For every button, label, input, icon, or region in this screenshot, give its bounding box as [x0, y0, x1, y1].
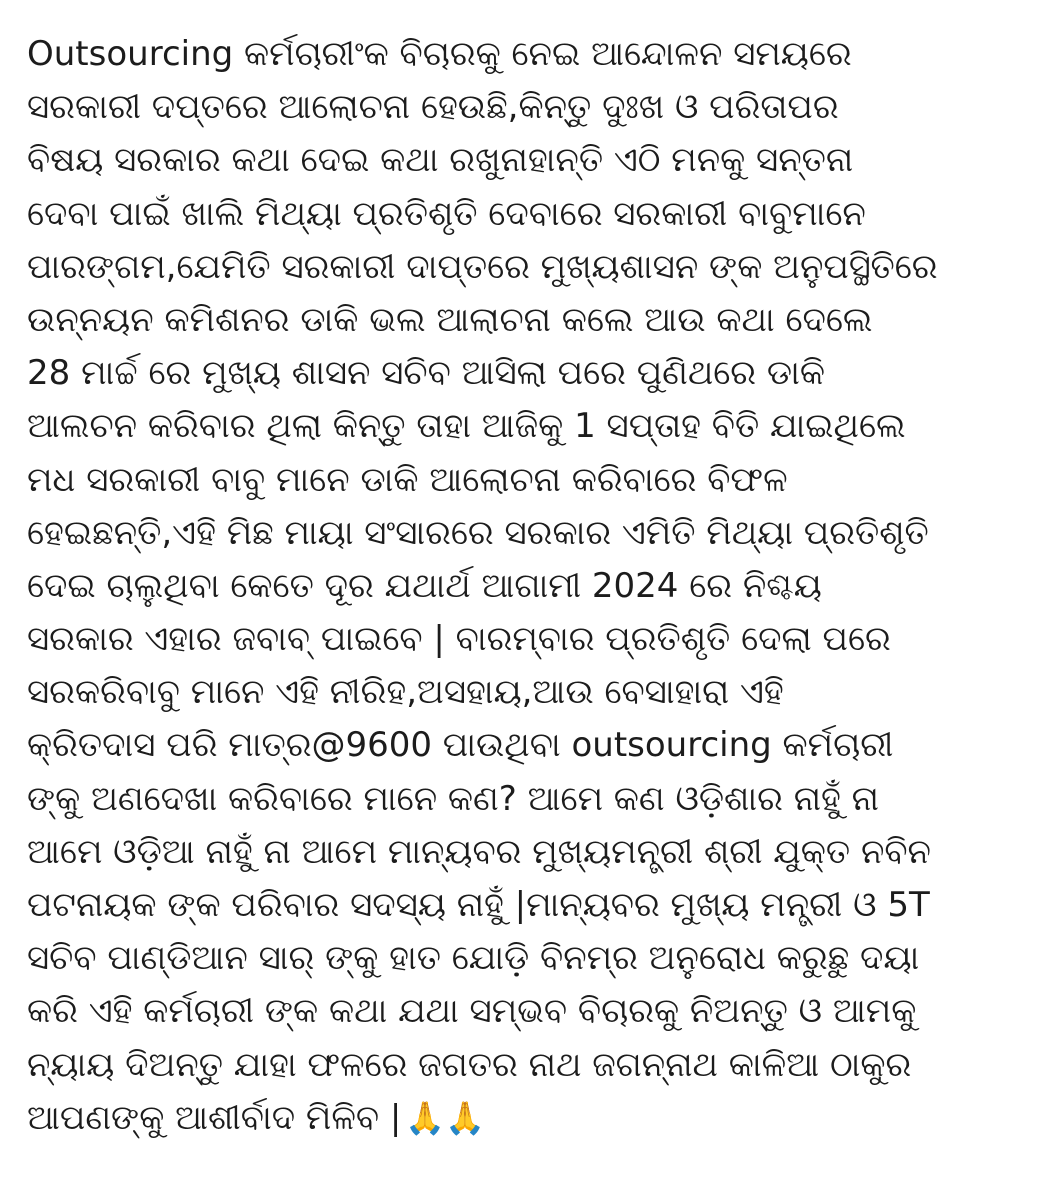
post-line: ଦେଇ ଚାଲୁଥିବା କେତେ ଦୂର ଯଥାର୍ଥ ଆଗାମୀ 2024 ରେ ନିଶ୍ଚୟ [27, 565, 822, 606]
folded-hands-emoji-icon: 🙏🙏 [405, 1098, 486, 1137]
post-line: ସରକରିବାବୁ ମାନେ ଏହି ନୀରିହ,ଅସହାୟ,ଆଉ ବେସାହାରା ଏହି [27, 672, 784, 713]
post-line: ପାରଙ୍ଗମ,ଯେମିତି ସରକାରୀ ଦାପ୍ତରେ ମୁଖ୍ୟଶାସନ ଙ୍କ ଅନୁପସ୍ଥିତିରେ [27, 246, 938, 287]
post-text [27, 28, 1017, 1145]
post-line: ବିଷୟ ସରକାର କଥା ଦେଇ କଥା ରଖୁନାହାନ୍ତି ଏଠି ମନକୁ ସନ୍ତନା [27, 140, 854, 181]
post-line: ସରକାରୀ ଦପ୍ତରେ ଆଲୋଚନା ହେଉଛି,କିନ୍ତୁ ଦୁଃଖ ଓ ପରିତାପର [27, 87, 839, 128]
post-line: ନ୍ୟାୟ ଦିଅନ୍ତୁ ଯାହା ଫଳରେ ଜଗତର ନାଥ ଜଗନ୍ନାଥ କାଳିଆ ଠାକୁର [27, 1044, 912, 1085]
post-line: ଆମେ ଓଡ଼ିଆ ନାହୁଁ ନା ଆମେ ମାନ୍ୟବର ମୁଖ୍ୟମନ୍ତ୍ରୀ ଶ୍ରୀ ଯୁକ୍ତ ନବିନ [27, 831, 931, 872]
post-line: ଉନ୍ନୟନ କମିଶନର ଡାକି ଭଲ ଆଲାଚନା କଲେ ଆଉ କଥା ଦେଲେ [27, 299, 873, 340]
post-line-text: ଆପଣଙ୍କୁ ଆଶୀର୍ବାଦ ମିଳିବ | [27, 1097, 402, 1138]
post-line: Outsourcing କର୍ମଚାରୀଂକ ବିଚାରକୁ ନେଇ ଆନ୍ଦୋଳନ ସମୟରେ [27, 34, 852, 74]
post-line: ହେଇଛନ୍ତି,ଏହି ମିଛ ମାୟା ସଂସାରରେ ସରକାର ଏମିତି ମିଥ୍ୟା ପ୍ରତିଶୃତି [27, 512, 929, 553]
post-last-line [27, 1092, 1017, 1145]
post-line: ଆଲଚନ କରିବାର ଥିଲା କିନ୍ତୁ ତାହା ଆଜିକୁ 1 ସପ୍ତାହ ବିତି ଯାଇଥିଲେ [27, 406, 906, 447]
post-line: କ୍ରିତଦାସ ପରି ମାତ୍ର@9600 ପାଉଥିବା outsourcing କର୍ମଚାରୀ [27, 725, 894, 766]
post-line: ଦେବା ପାଇଁ ଖାଲି ମିଥ୍ୟା ପ୍ରତିଶୃତି ଦେବାରେ ସରକାରୀ ବାବୁମାନେ [27, 193, 866, 234]
post-line: ସଚିବ ପାଣ୍ଡିଆନ ସାର୍ ଙ୍କୁ ହାତ ଯୋଡ଼ି ବିନମ୍ର ଅନୁରୋଧ କରୁଛୁ ଦୟା [27, 938, 920, 979]
post-line: 28 ମାର୍ଚ୍ଚ ରେ ମୁଖ୍ୟ ଶାସନ ସଚିବ ଆସିଲା ପରେ ପୁଣିଥରେ ଡାକି [27, 353, 825, 394]
post-line: ସରକାର ଏହାର ଜବାବ୍ ପାଇବେ | ବାରମ୍ବାର ପ୍ରତିଶୃତି ଦେଲା ପରେ [27, 619, 891, 660]
post-line: କରି ଏହି କର୍ମଚାରୀ ଙ୍କ କଥା ଯଥା ସମ୍ଭବ ବିଚାରକୁ ନିଅନ୍ତୁ ଓ ଆମକୁ [27, 991, 917, 1032]
post-line: ମଧ ସରକାରୀ ବାବୁ ମାନେ ଡାକି ଆଲୋଚନା କରିବାରେ ବିଫଳ [27, 459, 788, 500]
post-line: ଙ୍କୁ ଅଣଦେଖା କରିବାରେ ମାନେ କଣ? ଆମେ କଣ ଓଡ଼ିଶାର ନାହୁଁ ନା [27, 778, 879, 819]
post-line: ପଟନାୟକ ଙ୍କ ପରିବାର ସଦସ୍ୟ ନାହୁଁ |ମାନ୍ୟବର ମୁଖ୍ୟ ମନ୍ତ୍ରୀ ଓ 5T [27, 885, 930, 925]
